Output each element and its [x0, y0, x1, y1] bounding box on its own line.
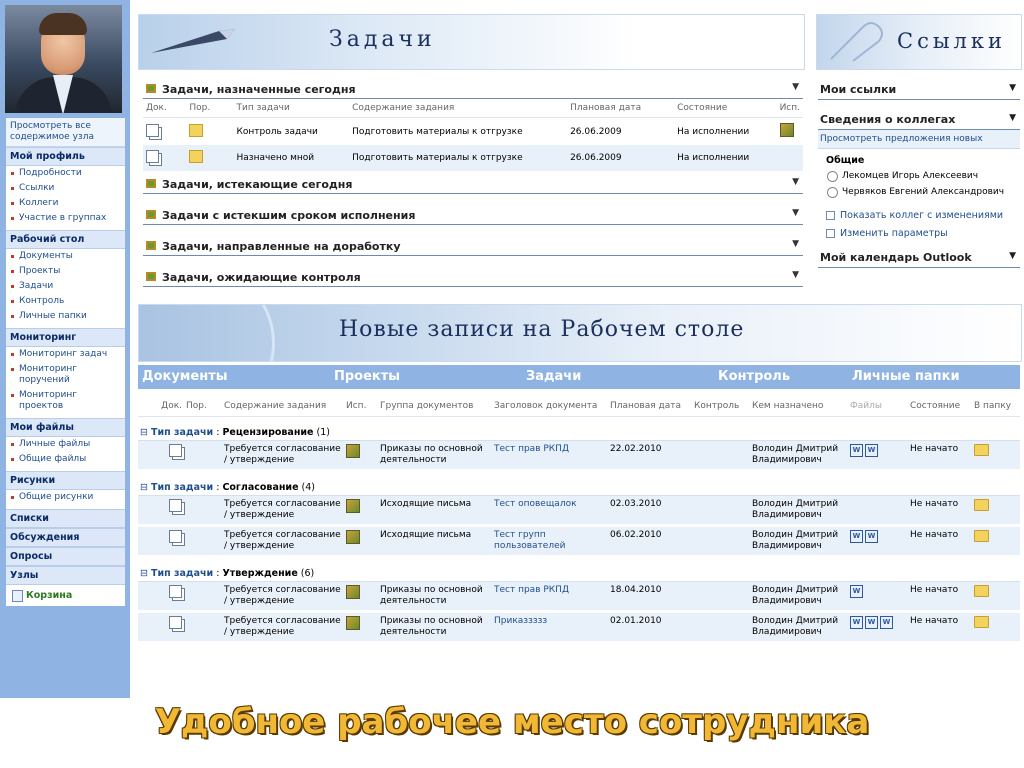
- document-icon[interactable]: [146, 150, 159, 163]
- nav-item[interactable]: Проекты: [6, 264, 125, 279]
- webpart-menu-icon[interactable]: ▼: [792, 82, 799, 92]
- nav-section-profile[interactable]: Мой профиль: [6, 147, 125, 166]
- new-records-list: [138, 396, 1020, 698]
- doc-title-link[interactable]: Тест оповещалок: [492, 496, 608, 526]
- group-header-cell: ⊟ Тип задачи : Рецензирование (1): [138, 417, 1020, 441]
- group-header-cell: ⊟ Тип задачи : Утверждение (6): [138, 557, 1020, 582]
- tasks-icon: [145, 82, 157, 94]
- order-cell: [184, 612, 222, 643]
- table-row[interactable]: [138, 582, 1020, 612]
- column-header[interactable]: Содержание задания: [349, 99, 567, 118]
- tasks-expiring-webpart: [143, 175, 803, 194]
- tasks-overdue-webpart: [143, 206, 803, 225]
- task-state: Не начато: [908, 582, 972, 612]
- presence-icon: [827, 171, 838, 182]
- recycle-bin-link[interactable]: [6, 585, 125, 606]
- doc-cell: [138, 526, 184, 557]
- column-header[interactable]: Группа документов: [378, 396, 492, 417]
- nav-section-files[interactable]: Мои файлы: [6, 418, 125, 437]
- order-cell: [184, 526, 222, 557]
- webpart-menu-icon[interactable]: ▼: [792, 177, 799, 187]
- left-sidebar: [0, 0, 130, 698]
- word-file-icon[interactable]: W: [880, 616, 893, 629]
- collapse-icon[interactable]: ⊟: [140, 427, 151, 438]
- new-records-title: Новые записи на Рабочем столе: [339, 317, 745, 342]
- column-header[interactable]: Док.: [143, 99, 186, 118]
- task-content: Требуется согласование / утверждение: [222, 441, 344, 471]
- webpart-menu-icon[interactable]: ▼: [792, 208, 799, 218]
- colleagues-group-label: Общие: [826, 155, 865, 166]
- document-icon[interactable]: [146, 124, 159, 137]
- document-icon[interactable]: [169, 585, 182, 598]
- task-state: Не начато: [908, 496, 972, 526]
- category-tab[interactable]: Задачи: [526, 369, 582, 384]
- planned-date: 18.04.2010: [608, 582, 692, 612]
- nav-item[interactable]: Контроль: [6, 294, 125, 309]
- column-header[interactable]: В папку: [972, 396, 1020, 417]
- category-tab[interactable]: Проекты: [334, 369, 401, 384]
- task-state: На исполнении: [677, 126, 750, 137]
- files-cell: [848, 441, 908, 471]
- tasks-today-table: [143, 99, 803, 171]
- exec-cell: [344, 612, 378, 643]
- document-icon[interactable]: [169, 499, 182, 512]
- tasks-control-webpart: [143, 268, 803, 287]
- control-cell: [692, 582, 750, 612]
- nav-item[interactable]: Общие файлы: [6, 452, 125, 467]
- doc-group: Приказы по основной деятельности: [378, 441, 492, 471]
- nav-item[interactable]: Задачи: [6, 279, 125, 294]
- execute-icon[interactable]: [346, 616, 360, 630]
- nav-item[interactable]: Мониторинг поручений: [6, 362, 125, 388]
- category-bar: [138, 365, 1020, 389]
- table-row[interactable]: [143, 118, 803, 146]
- colleague-name: Лекомцев Игорь Алексеевич: [842, 171, 979, 181]
- tasks-today-title: Задачи, назначенные сегодня: [162, 83, 356, 96]
- tasks-overdue-header[interactable]: [143, 206, 803, 225]
- tasks-icon: [145, 208, 157, 220]
- slide-caption: Удобное рабочее место сотрудника: [154, 702, 870, 742]
- calendar-header[interactable]: [818, 248, 1020, 268]
- doc-cell: [138, 441, 184, 471]
- folder-icon[interactable]: [974, 530, 989, 542]
- word-file-icon[interactable]: W: [850, 444, 863, 457]
- group-name: Утверждение: [222, 568, 298, 579]
- exec-cell: [344, 496, 378, 526]
- task-content: Требуется согласование / утверждение: [222, 526, 344, 557]
- folder-icon[interactable]: [974, 444, 989, 456]
- nav-item[interactable]: Мониторинг задач: [6, 347, 125, 362]
- task-state: Не начато: [908, 441, 972, 471]
- folder-icon[interactable]: [974, 499, 989, 511]
- fountain-pen-icon: [149, 25, 239, 55]
- order-icon[interactable]: [189, 150, 203, 163]
- column-header[interactable]: Плановая дата: [567, 99, 674, 118]
- doc-title-link[interactable]: Приказзззз: [492, 612, 608, 643]
- quick-launch: [5, 117, 126, 607]
- task-content: Подготовить материалы к отгрузке: [349, 145, 567, 171]
- group-count: (1): [313, 427, 330, 438]
- collapse-icon[interactable]: ⊟: [140, 568, 151, 579]
- doc-title-link[interactable]: Тест прав РКПД: [492, 582, 608, 612]
- table-row[interactable]: [138, 526, 1020, 557]
- group-key: Тип задачи: [150, 427, 214, 438]
- word-file-icon[interactable]: W: [865, 444, 878, 457]
- files-cell: [848, 612, 908, 643]
- webpart-menu-icon[interactable]: ▼: [792, 239, 799, 249]
- nav-item[interactable]: Ссылки: [6, 181, 125, 196]
- recycle-bin-icon: [12, 590, 23, 602]
- tasks-rework-header[interactable]: [143, 237, 803, 256]
- group-header-cell: ⊟ Тип задачи : Согласование (4): [138, 471, 1020, 496]
- files-cell: [848, 496, 908, 526]
- control-cell: [692, 441, 750, 471]
- control-cell: [692, 526, 750, 557]
- to-folder-cell: [972, 582, 1020, 612]
- column-header[interactable]: Пор.: [184, 396, 222, 417]
- bullet-icon: [826, 229, 835, 238]
- group-count: (6): [297, 568, 315, 579]
- colleagues-label: Сведения о коллегах: [820, 113, 956, 126]
- tasks-today-header[interactable]: [143, 80, 803, 99]
- records-table: [138, 396, 1020, 644]
- webpart-menu-icon[interactable]: ▼: [1009, 83, 1016, 93]
- tasks-today-webpart: [143, 80, 803, 171]
- nav-item[interactable]: Подробности: [6, 166, 125, 181]
- task-type: Назначено мной: [234, 145, 350, 171]
- files-cell: [848, 582, 908, 612]
- exec-cell: [344, 526, 378, 557]
- task-content: Подготовить материалы к отгрузке: [352, 126, 523, 137]
- files-cell: [848, 526, 908, 557]
- nav-item[interactable]: Документы: [6, 249, 125, 264]
- control-cell: [692, 496, 750, 526]
- column-header[interactable]: Док.: [138, 396, 184, 417]
- my-links-label: Мои ссылки: [820, 83, 897, 96]
- execute-icon[interactable]: [346, 499, 360, 513]
- nav-section-desktop[interactable]: Рабочий стол: [6, 230, 125, 249]
- document-icon[interactable]: [169, 530, 182, 543]
- task-content: Требуется согласование / утверждение: [222, 612, 344, 643]
- doc-group: Исходящие письма: [378, 496, 492, 526]
- column-header[interactable]: Плановая дата: [608, 396, 692, 417]
- task-content: Требуется согласование / утверждение: [222, 582, 344, 612]
- word-file-icon[interactable]: W: [865, 616, 878, 629]
- tasks-rework-title: Задачи, направленные на доработку: [162, 240, 401, 253]
- task-state: Не начато: [908, 526, 972, 557]
- nav-item[interactable]: Общие рисунки: [6, 490, 125, 505]
- task-date: 26.06.2009: [570, 126, 622, 137]
- collapse-icon[interactable]: ⊟: [140, 482, 151, 493]
- nav-item[interactable]: Коллеги: [6, 196, 125, 211]
- group-header[interactable]: [138, 557, 1020, 582]
- doc-group: Приказы по основной деятельности: [378, 612, 492, 643]
- tasks-icon: [145, 270, 157, 282]
- view-all-content-link[interactable]: Просмотреть все содержимое узла: [6, 118, 125, 147]
- doc-cell: [138, 496, 184, 526]
- table-row[interactable]: [138, 441, 1020, 471]
- new-records-banner: [138, 304, 1022, 362]
- nav-item[interactable]: Мониторинг проектов: [6, 388, 125, 414]
- my-links-header[interactable]: [818, 80, 1020, 100]
- planned-date: 02.01.2010: [608, 612, 692, 643]
- column-header[interactable]: Исп.: [344, 396, 378, 417]
- execute-icon[interactable]: [346, 530, 360, 544]
- column-header[interactable]: Исп.: [777, 99, 803, 118]
- tasks-icon: [145, 239, 157, 251]
- tasks-expiring-title: Задачи, истекающие сегодня: [162, 178, 353, 191]
- paperclip-icon: [823, 21, 893, 63]
- column-header[interactable]: Файлы: [848, 396, 908, 417]
- webpart-menu-icon[interactable]: ▼: [1009, 251, 1016, 261]
- tasks-rework-webpart: [143, 237, 803, 256]
- group-key: Тип задачи: [150, 482, 214, 493]
- execute-icon[interactable]: [780, 123, 794, 137]
- colleague-item[interactable]: [818, 168, 1020, 184]
- suggestions-link[interactable]: Просмотреть предложения новых: [818, 130, 1020, 149]
- word-file-icon[interactable]: W: [850, 585, 863, 598]
- column-header[interactable]: Пор.: [186, 99, 233, 118]
- nav-item[interactable]: Личные файлы: [6, 437, 125, 452]
- tasks-control-header[interactable]: [143, 268, 803, 287]
- column-header[interactable]: Состояние: [674, 99, 776, 118]
- order-icon[interactable]: [189, 124, 203, 137]
- calendar-label: Мой календарь Outlook: [820, 251, 972, 264]
- colleagues-header[interactable]: [818, 110, 1020, 130]
- execute-icon[interactable]: [346, 444, 360, 458]
- table-row[interactable]: [138, 496, 1020, 526]
- group-header[interactable]: [138, 471, 1020, 496]
- assigned-by: Володин Дмитрий Владимирович: [750, 612, 848, 643]
- doc-cell: [138, 612, 184, 643]
- nav-section-surveys[interactable]: Опросы: [6, 547, 125, 566]
- show-colleagues-link[interactable]: [818, 206, 1020, 224]
- nav-section-pictures[interactable]: Рисунки: [6, 471, 125, 490]
- nav-section-lists[interactable]: Списки: [6, 509, 125, 528]
- clock-decoration-icon: [138, 304, 275, 362]
- assigned-by: Володин Дмитрий Владимирович: [750, 526, 848, 557]
- column-header[interactable]: Состояние: [908, 396, 972, 417]
- order-cell: [184, 496, 222, 526]
- folder-icon[interactable]: [974, 616, 989, 628]
- task-state: На исполнении: [674, 145, 776, 171]
- links-banner-title: Ссылки: [897, 29, 1007, 53]
- group-header[interactable]: [138, 417, 1020, 441]
- doc-cell: [138, 582, 184, 612]
- word-file-icon[interactable]: W: [850, 530, 863, 543]
- to-folder-cell: [972, 526, 1020, 557]
- exec-cell: [344, 441, 378, 471]
- order-cell: [184, 582, 222, 612]
- folder-icon[interactable]: [974, 585, 989, 597]
- presence-icon: [827, 187, 838, 198]
- column-header[interactable]: Содержание задания: [222, 396, 344, 417]
- to-folder-cell: [972, 441, 1020, 471]
- tasks-expiring-header[interactable]: [143, 175, 803, 194]
- category-tab[interactable]: Документы: [142, 369, 228, 384]
- column-header[interactable]: Заголовок документа: [492, 396, 608, 417]
- group-count: (4): [298, 482, 315, 493]
- nav-item[interactable]: Личные папки: [6, 309, 125, 324]
- execute-icon[interactable]: [346, 585, 360, 599]
- document-icon[interactable]: [169, 616, 182, 629]
- webpart-menu-icon[interactable]: ▼: [792, 270, 799, 280]
- document-icon[interactable]: [169, 444, 182, 457]
- avatar[interactable]: [5, 5, 122, 113]
- colleague-item[interactable]: [818, 184, 1020, 200]
- word-file-icon[interactable]: W: [850, 616, 863, 629]
- doc-group: Исходящие письма: [378, 526, 492, 557]
- group-key: Тип задачи: [150, 568, 214, 579]
- doc-title-link[interactable]: Тест прав РКПД: [492, 441, 608, 471]
- group-name: Согласование: [222, 482, 299, 493]
- nav-section-monitoring[interactable]: Мониторинг: [6, 328, 125, 347]
- assigned-by: Володин Дмитрий Владимирович: [750, 582, 848, 612]
- tasks-control-title: Задачи, ожидающие контроля: [162, 271, 361, 284]
- nav-item[interactable]: Участие в группах: [6, 211, 125, 226]
- links-banner: [816, 14, 1022, 70]
- order-cell: [184, 441, 222, 471]
- colleague-name: Червяков Евгений Александрович: [842, 187, 1005, 197]
- category-tab[interactable]: Контроль: [718, 369, 791, 384]
- nav-section-discussions[interactable]: Обсуждения: [6, 528, 125, 547]
- exec-cell: [344, 582, 378, 612]
- planned-date: 02.03.2010: [608, 496, 692, 526]
- to-folder-cell: [972, 496, 1020, 526]
- category-tab[interactable]: Личные папки: [852, 369, 960, 384]
- webpart-menu-icon[interactable]: ▼: [1009, 113, 1016, 123]
- bullet-icon: [826, 211, 835, 220]
- task-content: Требуется согласование / утверждение: [222, 496, 344, 526]
- column-header[interactable]: Контроль: [692, 396, 750, 417]
- tasks-banner-title: Задачи: [329, 27, 436, 52]
- change-params-label: Изменить параметры: [840, 228, 948, 239]
- column-header[interactable]: Кем назначено: [750, 396, 848, 417]
- doc-title-link[interactable]: Тест групп пользователей: [492, 526, 608, 557]
- control-cell: [692, 612, 750, 643]
- task-date: 26.06.2009: [567, 145, 674, 171]
- planned-date: 06.02.2010: [608, 526, 692, 557]
- links-panel: [818, 80, 1020, 268]
- show-colleagues-label: Показать коллег с изменениями: [840, 210, 1004, 221]
- assigned-by: Володин Дмитрий Владимирович: [750, 441, 848, 471]
- column-header[interactable]: Тип задачи: [234, 99, 350, 118]
- nav-section-sites[interactable]: Узлы: [6, 566, 125, 585]
- task-state: Не начато: [908, 612, 972, 643]
- word-file-icon[interactable]: W: [865, 530, 878, 543]
- group-name: Рецензирование: [222, 427, 314, 438]
- table-row[interactable]: [143, 145, 803, 171]
- tasks-banner: [138, 14, 805, 70]
- tasks-overdue-title: Задачи с истекшим сроком исполнения: [162, 209, 416, 222]
- assigned-by: Володин Дмитрий Владимирович: [750, 496, 848, 526]
- recycle-bin-label: Корзина: [26, 590, 73, 601]
- to-folder-cell: [972, 612, 1020, 643]
- change-params-link[interactable]: [818, 224, 1020, 242]
- table-row[interactable]: [138, 612, 1020, 643]
- doc-group: Приказы по основной деятельности: [378, 582, 492, 612]
- planned-date: 22.02.2010: [608, 441, 692, 471]
- tasks-icon: [145, 177, 157, 189]
- task-type: Контроль задачи: [236, 126, 318, 137]
